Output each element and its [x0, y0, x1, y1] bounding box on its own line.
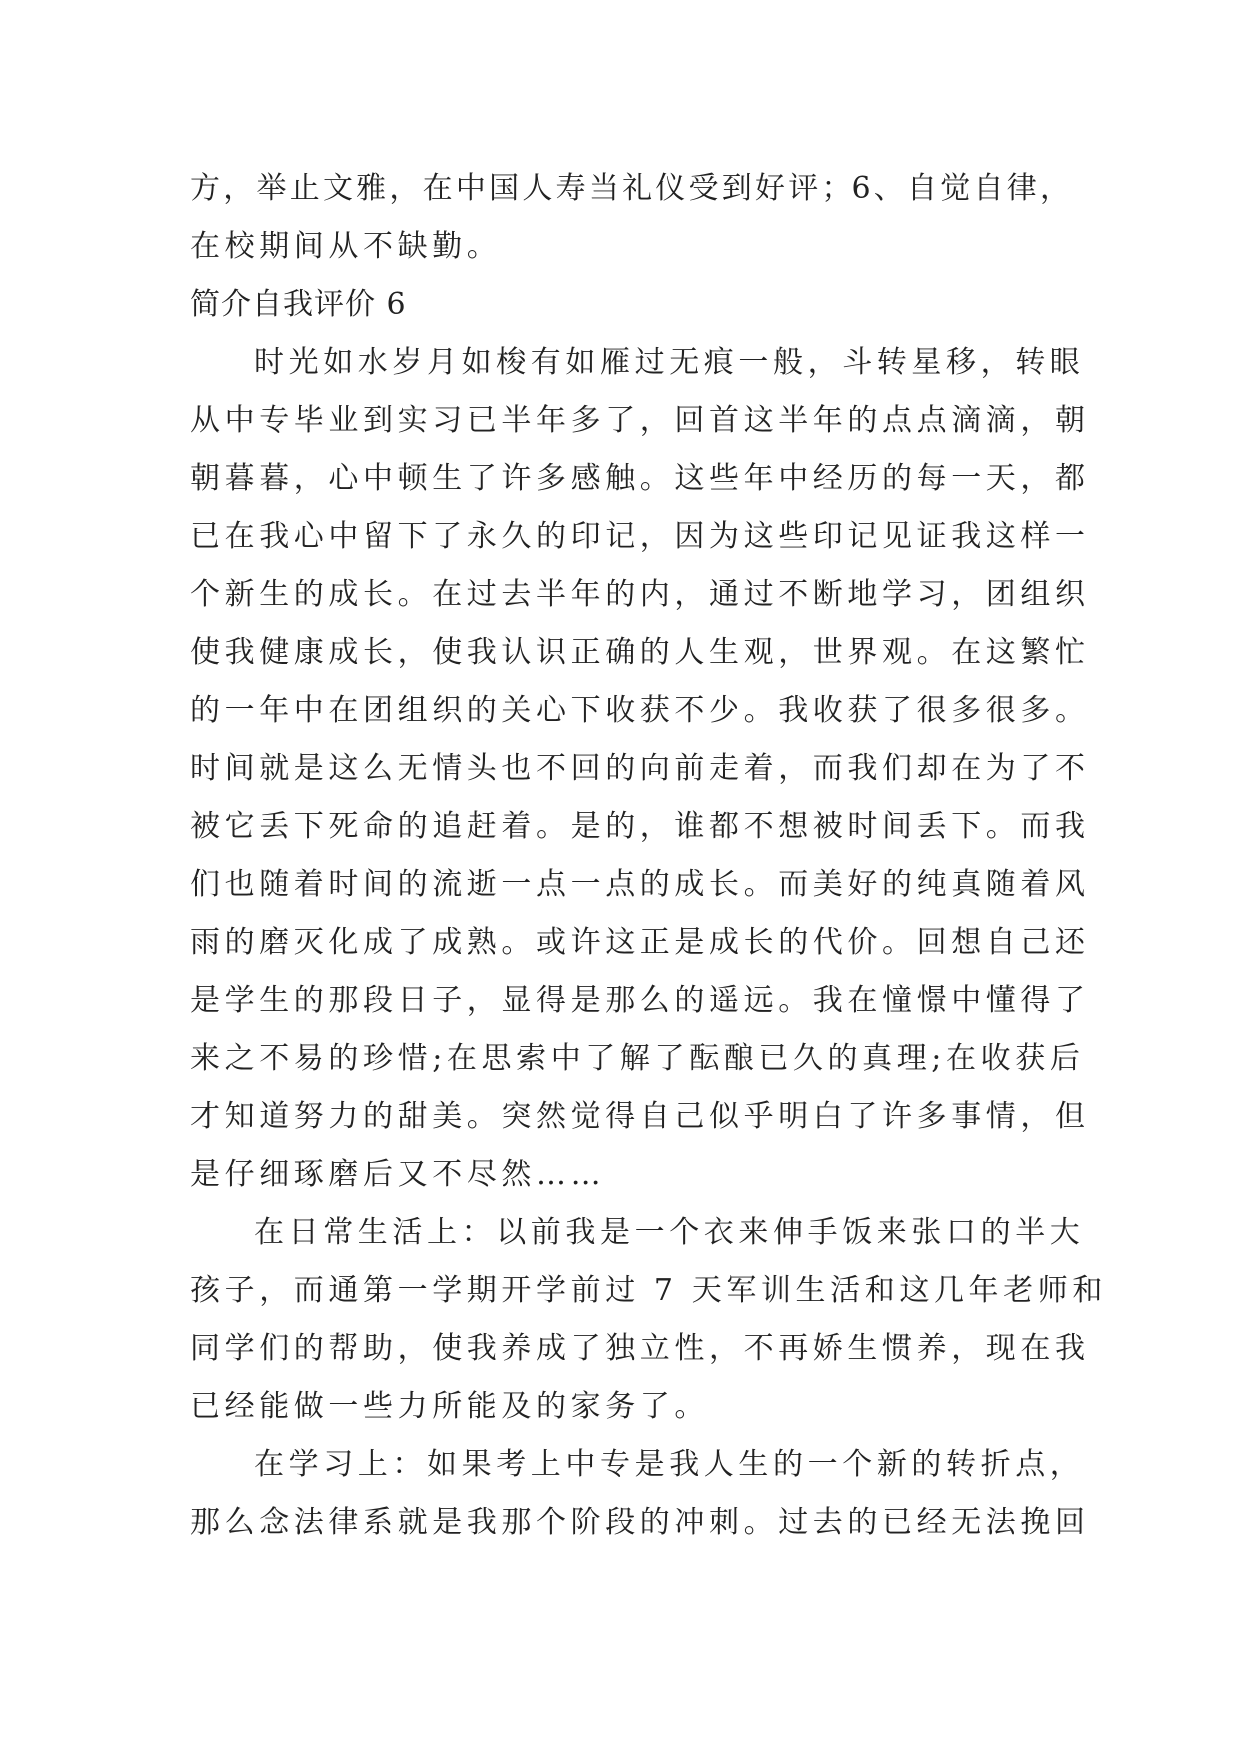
text-line: 的一年中在团组织的关心下收获不少。我收获了很多很多。 [190, 693, 1090, 728]
text-line: 被它丢下死命的追赶着。是的，谁都不想被时间丢下。而我 [190, 809, 1090, 844]
document-body [190, 160, 1107, 1552]
text-line: 来之不易的珍惜;在思索中了解了酝酿已久的真理;在收获后 [190, 1041, 1085, 1076]
text-line: 才知道努力的甜美。突然觉得自己似乎明白了许多事情，但 [190, 1099, 1090, 1134]
text-line: 是仔细琢磨后又不尽然…… [190, 1157, 606, 1192]
text-line: 是学生的那段日子，显得是那么的遥远。我在憧憬中懂得了 [190, 983, 1090, 1018]
text-line: 孩子，而通第一学期开学前过 7 天军训生活和这几年老师和 [190, 1273, 1107, 1308]
text-line: 时光如水岁月如梭有如雁过无痕一般，斗转星移，转眼 [254, 345, 1085, 380]
text-line: 方，举止文雅，在中国人寿当礼仪受到好评；6、自觉自律， [190, 171, 1070, 206]
text-line: 那么念法律系就是我那个阶段的冲刺。过去的已经无法挽回 [190, 1505, 1090, 1540]
text-line: 朝暮暮，心中顿生了许多感触。这些年中经历的每一天，都 [190, 461, 1090, 496]
text-line: 已经能做一些力所能及的家务了。 [190, 1389, 709, 1424]
text-line: 在学习上：如果考上中专是我人生的一个新的转折点， [254, 1447, 1085, 1482]
text-line: 从中专毕业到实习已半年多了，回首这半年的点点滴滴，朝 [190, 403, 1090, 438]
text-line: 时间就是这么无情头也不回的向前走着，而我们却在为了不 [190, 751, 1090, 786]
text-line: 同学们的帮助，使我养成了独立性，不再娇生惯养，现在我 [190, 1331, 1090, 1366]
text-line: 已在我心中留下了永久的印记，因为这些印记见证我这样一 [190, 519, 1090, 554]
text-line: 使我健康成长，使我认识正确的人生观，世界观。在这繁忙 [190, 635, 1090, 670]
text-line: 雨的磨灭化成了成熟。或许这正是成长的代价。回想自己还 [190, 925, 1090, 960]
section-heading: 简介自我评价 6 [190, 287, 407, 322]
text-line: 个新生的成长。在过去半年的内，通过不断地学习，团组织 [190, 577, 1090, 612]
text-line: 们也随着时间的流逝一点一点的成长。而美好的纯真随着风 [190, 867, 1090, 902]
text-line: 在日常生活上：以前我是一个衣来伸手饭来张口的半大 [254, 1215, 1085, 1250]
text-line: 在校期间从不缺勤。 [190, 229, 502, 264]
